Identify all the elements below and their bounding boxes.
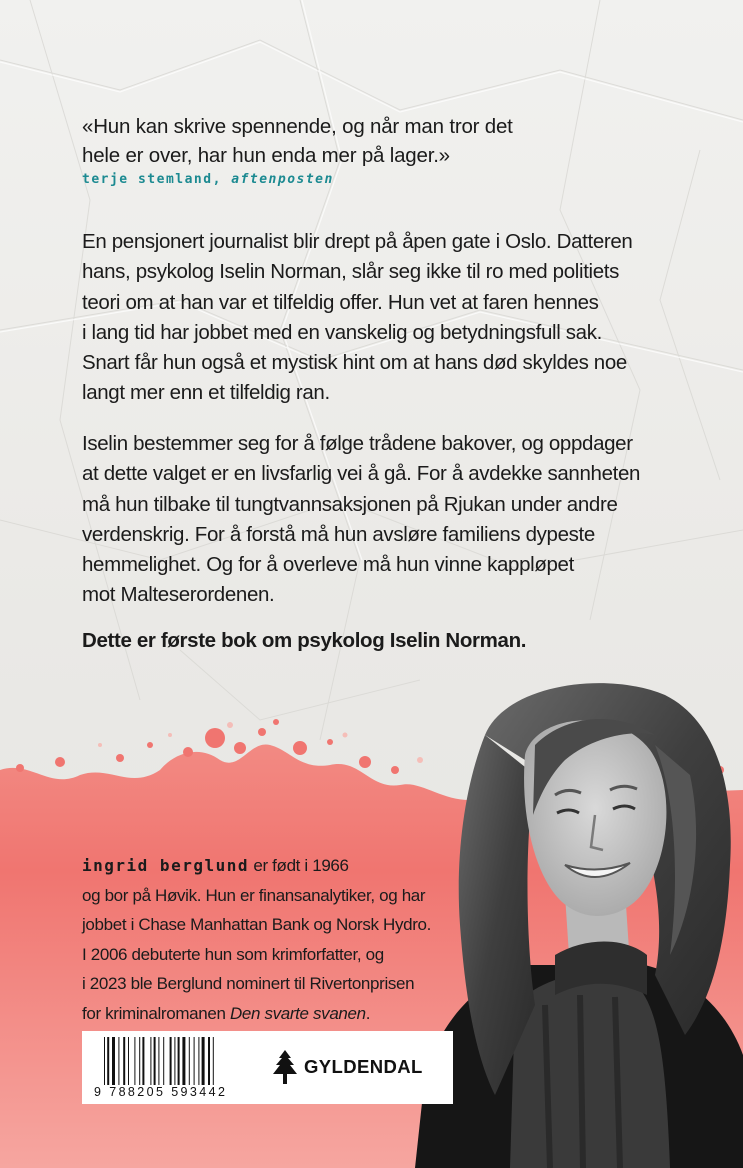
bio-line: jobbet i Chase Manhattan Bank og Norsk Hydro.: [82, 915, 432, 934]
text-line: Snart får hun også et mystisk hint om at hans død skyldes noe: [82, 351, 627, 375]
bio-text: .: [365, 1003, 371, 1023]
bio-line: I 2006 debuterte hun som krimforfatter, og: [82, 944, 384, 964]
author-name: ingrid berglund: [82, 856, 249, 875]
text-line: verdenskrig. For å forstå må hun avsløre familiens dypeste: [82, 522, 595, 546]
publisher-logo: [272, 1049, 423, 1085]
isbn-number: 9 788205 593442: [94, 1085, 228, 1099]
quote-attribution: [82, 172, 334, 187]
tree-logo-icon: [272, 1050, 298, 1084]
author-photo: [415, 675, 743, 1168]
barcode-box: [82, 1031, 453, 1104]
publisher-name: GYLDENDAL: [304, 1056, 423, 1077]
author-bio: [82, 851, 442, 1028]
text-line: En pensjonert journalist blir drept på åpen gate i Oslo. Datteren: [82, 230, 633, 253]
text-line: at dette valget er en livsfarlig vei å gå. For å avdekke sannheten: [82, 462, 641, 486]
isbn-barcode: [104, 1037, 254, 1085]
text-line: langt mer enn et tilfeldig ran.: [82, 381, 330, 405]
text-line: hans, psykolog Iselin Norman, slår seg ikke til ro med politiets: [82, 260, 620, 284]
book-title: Den svarte svanen: [229, 1003, 366, 1023]
bio-text: for kriminalromanen: [82, 1003, 230, 1023]
review-quote: [82, 112, 552, 170]
bio-line: [82, 851, 442, 881]
text-line: mot Malteserordenen.: [82, 583, 275, 607]
quote-source: aftenposten: [231, 172, 334, 187]
synopsis-paragraph-1: [82, 227, 682, 409]
bio-text: er født i 1966: [249, 856, 349, 875]
reviewer-name: terje stemland,: [82, 172, 222, 187]
text-line: Iselin bestemmer seg for å følge trådene bakover, og oppdager: [82, 432, 633, 455]
bio-line: i 2023 ble Berglund nominert til Rivertonprisen: [82, 974, 415, 993]
bio-line: [82, 999, 442, 1029]
synopsis-paragraph-2: [82, 429, 682, 611]
text-line: i lang tid har jobbet med en vanskelig og betydningsfull sak.: [82, 320, 602, 344]
bio-line: og bor på Høvik. Hun er finansanalytiker, og har: [82, 885, 426, 905]
quote-line: hele er over, har hun enda mer på lager.»: [82, 144, 450, 167]
quote-line: «Hun kan skrive spennende, og når man tror det: [82, 115, 513, 138]
text-line: må hun tilbake til tungtvannsaksjonen på Rjukan under andre: [82, 492, 618, 516]
series-tagline: Dette er første bok om psykolog Iselin Norman.: [82, 629, 527, 652]
text-line: teori om at han var et tilfeldig offer. Hun vet at faren hennes: [82, 290, 599, 314]
text-line: hemmelighet. Og for å overleve må hun vinne kappløpet: [82, 553, 574, 577]
